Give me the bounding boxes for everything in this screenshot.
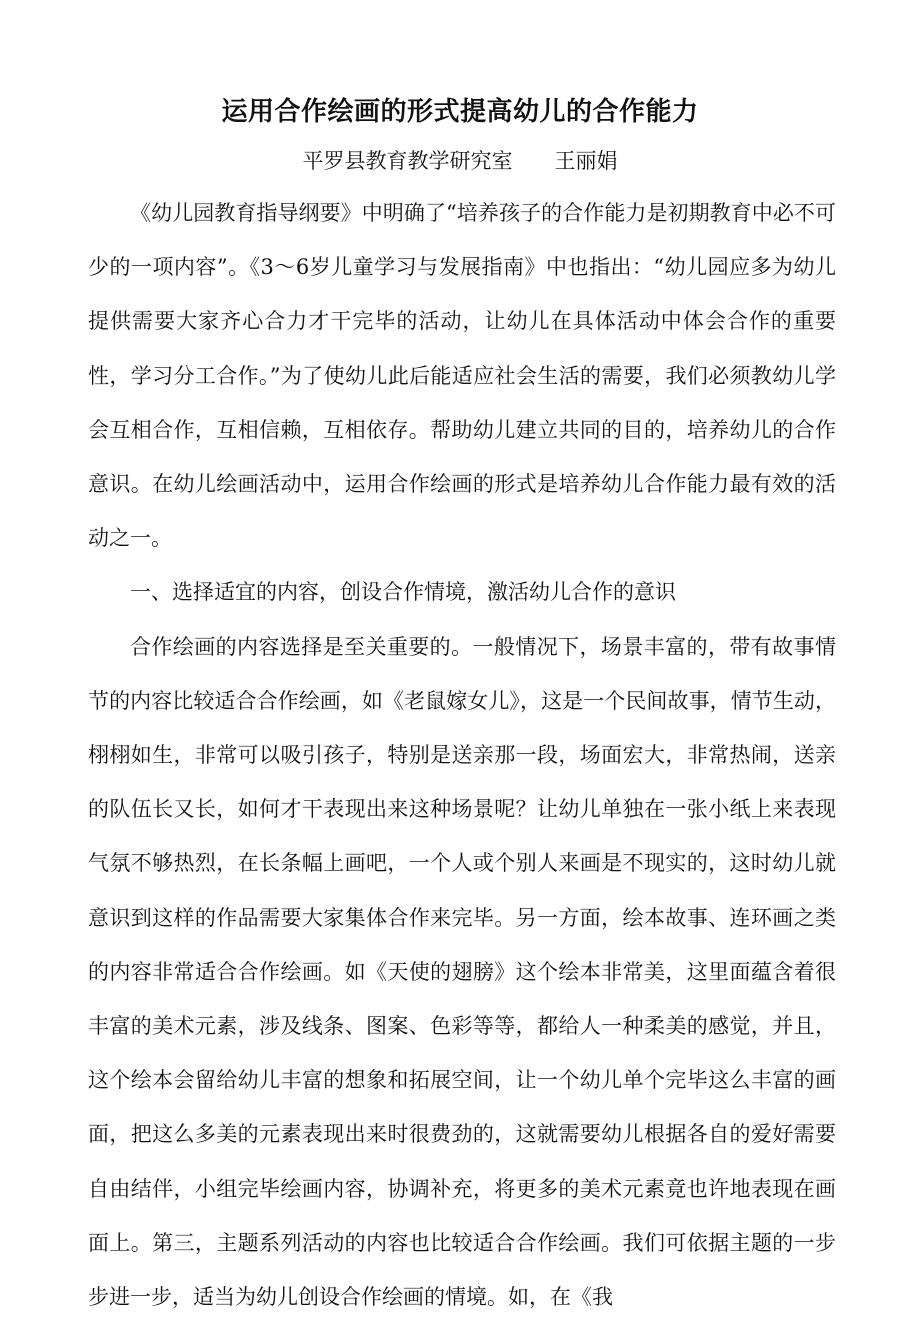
paragraph-section-1: 合作绘画的内容选择是至关重要的。一般情况下，场景丰富的，带有故事情节的内容比较适合合作绘画，如《老鼠嫁女儿》，这是一个民间故事，情节生动，栩栩如生，非常可以吸引孩子，特别是送亲那一段，场面宏大，非常热闹，送亲的队伍长又长，如何才干表现出来这种场景呢？让幼儿单独在一张小纸上来表现气氛不够热烈，在长条幅上画吧，一个人或个别人来画是不现实的，这时幼儿就意识到这样的作品需要大家集体合作来完毕。另一方面，绘本故事、连环画之类的内容非常适合合作绘画。如《天使的翅膀》这个绘本非常美，这里面蕴含着很丰富的美术元素，涉及线条、图案、色彩等等，都给人一种柔美的感觉，并且，这个绘本会留给幼儿丰富的想象和拓展空间，让一个幼儿单个完毕这么丰富的画面，把这么多美的元素表现出来时很费劲的，这就需要幼儿根据各自的爱好需要自由结伴，小组完毕绘画内容，协调补充，将更多的美术元素竟也许地表现在画面上。第三，主题系列活动的内容也比较适合合作绘画。我们可依据主题的一步步进一步，适当为幼儿创设合作绘画的情境。如，在《我 [88, 634, 836, 1310]
section-heading-1: 一、选择适宜的内容，创设合作情境，激活幼儿合作的意识 [130, 580, 676, 605]
document-body [88, 186, 836, 1324]
paragraph-intro: 《幼儿园教育指导纲要》中明确了“培养孩子的合作能力是初期教育中必不可少的一项内容”。《3～6岁儿童学习与发展指南》中也指出：“幼儿园应多为幼儿提供需要大家齐心合力才干完毕的活动，让幼儿在具体活动中体会合作的重要性，学习分工合作。”为了使幼儿此后能适应社会生活的需要，我们必须教幼儿学会互相合作，互相信赖，互相依存。帮助幼儿建立共同的目的，培养幼儿的合作意识。在幼儿绘画活动中，运用合作绘画的形式是培养幼儿合作能力最有效的活动之一。 [88, 201, 836, 551]
author-line [0, 144, 920, 178]
author-organization: 平罗县教育教学研究室 [302, 149, 513, 173]
document-title: 运用合作绘画的形式提高幼儿的合作能力 [221, 97, 699, 127]
author-name: 王丽娟 [554, 149, 618, 173]
